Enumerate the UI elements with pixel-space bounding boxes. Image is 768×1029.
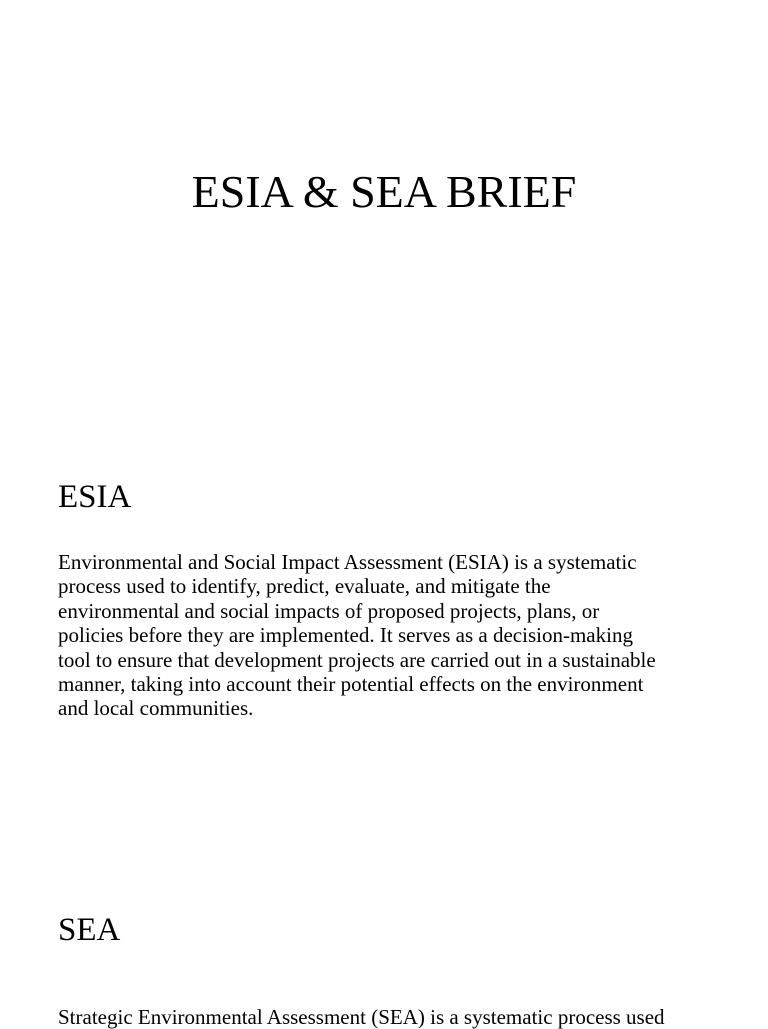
section-heading-esia: ESIA	[58, 479, 132, 515]
section-body-esia	[58, 550, 708, 721]
body-line: Environmental and Social Impact Assessment (ESIA) is a systematic	[58, 550, 637, 574]
body-line: environmental and social impacts of proposed projects, plans, or	[58, 598, 600, 623]
body-line: manner, taking into account their potential effects on the environment	[58, 672, 644, 697]
section-body-sea	[58, 1005, 708, 1029]
body-line: process used to identify, predict, evaluate, and mitigate the	[58, 574, 551, 599]
body-line: and local communities.	[58, 696, 254, 721]
body-line: Strategic Environmental Assessment (SEA) is a systematic process used	[58, 1005, 665, 1029]
body-line: tool to ensure that development projects are carried out in a sustainable	[58, 647, 656, 672]
body-line: policies before they are implemented. It serves as a decision-making	[58, 623, 633, 648]
section-heading-sea: SEA	[58, 912, 121, 948]
document-title: ESIA & SEA BRIEF	[191, 166, 577, 217]
